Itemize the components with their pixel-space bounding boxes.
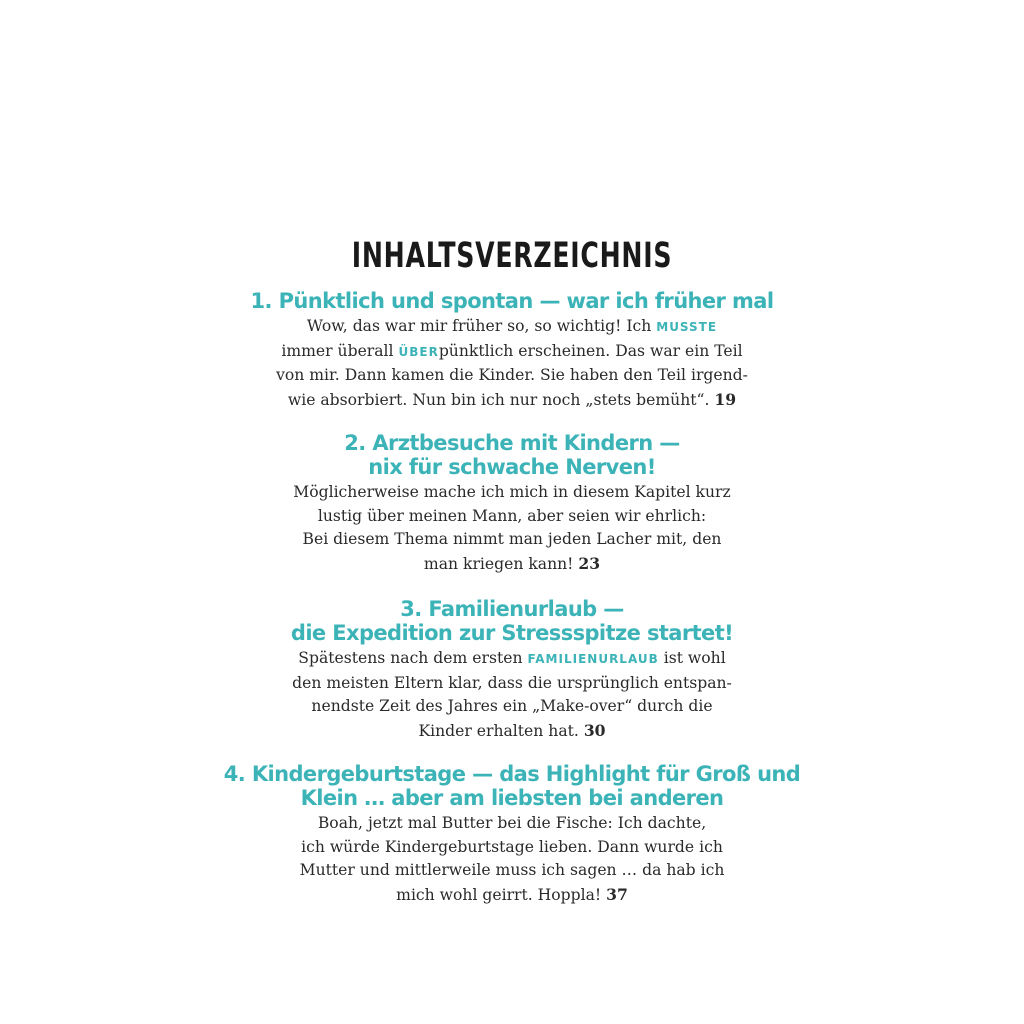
heading-line: 1. Pünktlich und spontan — war ich früher mal: [250, 289, 774, 313]
heading-line: die Expedition zur Stressspitze startet!: [290, 621, 734, 645]
summary-line: [212, 340, 812, 365]
toc-entry-3-summary: [212, 647, 812, 743]
toc-entry-4: [212, 762, 812, 907]
summary-text: man kriegen kann!: [423, 554, 579, 573]
summary-line: Bei diesem Thema nimmt man jeden Lacher mit, den: [302, 530, 722, 548]
toc-entry-1-summary: [212, 315, 812, 412]
summary-text: Spätestens nach dem ersten: [298, 649, 528, 667]
summary-line: lustig über meinen Mann, aber seien wir ehrlich:: [317, 506, 707, 525]
toc-entry-1: [212, 289, 812, 412]
summary-text: wie absorbiert. Nun bin ich nur noch „stets bemüht“.: [287, 390, 715, 409]
summary-line: nendste Zeit des Jahres ein „Make-over“ durch die: [311, 697, 713, 715]
summary-text: immer überall: [281, 341, 399, 360]
heading-line: 3. Familienurlaub —: [400, 597, 624, 621]
heading-line: Klein … aber am liebsten bei anderen: [300, 786, 724, 810]
summary-line: Boah, jetzt mal Butter bei die Fische: Ich dachte,: [317, 814, 707, 832]
summary-line: [212, 552, 812, 577]
toc-entry-1-heading: [212, 289, 812, 313]
summary-text: mich wohl geirrt. Hoppla!: [396, 885, 607, 904]
toc-entry-2-heading: [212, 431, 812, 479]
heading-line: 2. Arztbesuche mit Kindern —: [344, 431, 680, 455]
summary-line: [212, 647, 812, 672]
summary-line: Mutter und mittlerweile muss ich sagen … da hab ich: [299, 861, 725, 879]
summary-line: von mir. Dann kamen die Kinder. Sie haben den Teil irgend-: [276, 366, 748, 384]
heading-line: 4. Kindergeburtstage — das Highlight für Groß und: [223, 762, 801, 786]
summary-text: Kinder erhalten hat.: [418, 721, 584, 740]
summary-line: den meisten Eltern klar, dass die ursprünglich entspan-: [292, 673, 732, 692]
accent-word: MUSSTE: [656, 320, 718, 334]
summary-text: pünktlich erscheinen. Das war ein Teil: [438, 341, 743, 360]
summary-line: Möglicherweise mache ich mich in diesem Kapitel kurz: [293, 483, 731, 501]
accent-word: ÜBER: [398, 344, 439, 359]
summary-text: Wow, das war mir früher so, so wichtig! Ich: [306, 317, 657, 335]
summary-line: ich würde Kindergeburtstage lieben. Dann wurde ich: [301, 837, 723, 856]
page-number: 19: [714, 389, 737, 409]
page-number: 30: [583, 720, 606, 740]
heading-line: nix für schwache Nerven!: [368, 455, 656, 479]
toc-entry-4-heading: [212, 762, 812, 810]
accent-word: FAMILIENURLAUB: [527, 652, 659, 666]
summary-line: [212, 388, 812, 413]
toc-entry-2-summary: [212, 481, 812, 576]
summary-text: ist wohl: [658, 649, 726, 667]
page-number: 23: [578, 553, 601, 573]
page-number: 37: [606, 884, 628, 904]
toc-entry-3: [212, 597, 812, 743]
summary-line: [212, 719, 812, 744]
toc-title: INHALTSVERZEICHNIS: [351, 236, 673, 276]
summary-line: [212, 883, 812, 908]
summary-line: [212, 315, 812, 340]
toc-entry-2: [212, 431, 812, 576]
toc-entry-3-heading: [212, 597, 812, 645]
toc-entry-4-summary: [212, 812, 812, 907]
